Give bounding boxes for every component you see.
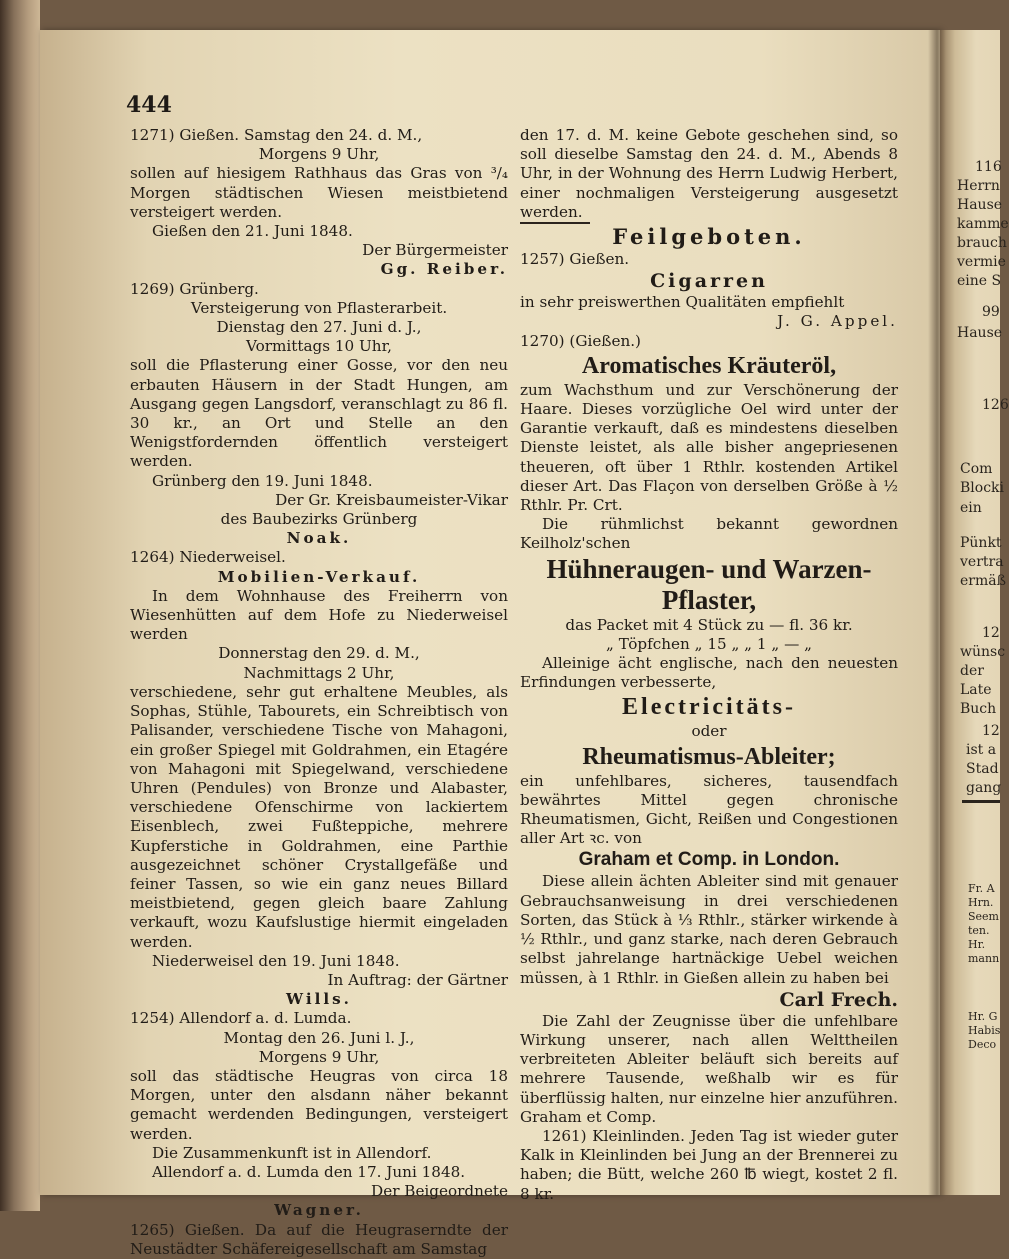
text-line: sollen auf hiesigem Rathhaus das Gras von ³/₄ Morgen städtischen Wiesen meistbietend versteigert werden. <box>130 164 508 221</box>
np-fragment: ten. <box>968 924 990 937</box>
text-line: „ Töpfchen „ 15 „ „ 1 „ — „ <box>606 634 812 653</box>
text-line: Graham et Comp. in London. <box>578 849 840 871</box>
text-line: in sehr preiswerthen Qualitäten empfiehlt <box>520 293 845 312</box>
text-line: Mobilien-Verkauf. <box>217 567 421 586</box>
text-line: Wills. <box>286 990 352 1009</box>
np-fragment: Late <box>960 682 992 698</box>
text-line: verschiedene, sehr gut erhaltene Meubles, als Sophas, Stühle, Tabourets, ein Schreibtisch von Palisander, verschiedene Tische von Mahagoni, ein großer Spiegel mit Goldrahmen, ein Etagére von Mahagoni mit Spiegelwand, verschiedene Uhren (Pendules) von Bronze und Alabaster, verschiedene Ofenschirme von lackiertem Eisenblech, zwei Fußteppiche, mehrere Kupferstiche in Goldrahmen, eine Parthie ausgezeichnet schöner Crystallgefäße und feiner Tassen, so wie ein ganz neues Billard meistbietend, gegen gleich baare Zahlung verkauft, wozu Kaufslustige hiermit eingeladen werden. <box>130 682 508 951</box>
np-fragment: Habis <box>968 1024 1001 1037</box>
text-line: 1257) Gießen. <box>520 250 630 269</box>
text-line: ein unfehlbares, sicheres, tausendfach bewährtes Mittel gegen chronische Rheumatismen, Gicht, Reißen und Congestionen aller Art ꝛc. von <box>520 771 898 848</box>
np-fragment: 12 <box>982 625 1000 641</box>
np-fragment: brauch <box>957 235 1007 251</box>
np-fragment: Fr. A <box>968 882 995 895</box>
text-line: In Auftrag: der Gärtner <box>327 970 508 989</box>
text-line: Die Zusammenkunft ist in Allendorf. <box>152 1143 432 1162</box>
np-fragment: Blocki <box>960 480 1004 496</box>
text-line: Morgens 9 Uhr, <box>258 1047 380 1066</box>
np-fragment: Seem <box>968 910 999 923</box>
text-line: Die rühmlichst bekannt gewordnen Keilholz'schen <box>520 515 898 553</box>
np-fragment: Hr. <box>968 938 986 951</box>
text-line: Carl Frech. <box>779 988 898 1011</box>
text-line: Dienstag den 27. Juni d. J., <box>216 318 422 337</box>
np-fragment: eine S <box>957 273 1002 289</box>
left-column <box>130 126 508 1259</box>
text-line: 1265) Gießen. Da auf die Heugraserndte der Neustädter Schäfereigesellschaft am Samstag <box>130 1220 508 1258</box>
text-line: Pflaster, <box>661 584 757 615</box>
np-fragment: 12 <box>982 723 1000 739</box>
np-fragment: ist a <box>966 742 997 758</box>
np-fragment: vermie <box>957 254 1006 270</box>
text-line: das Packet mit 4 Stück zu — fl. 36 kr. <box>565 615 853 634</box>
text-line: Noak. <box>286 529 352 548</box>
page-number: 444 <box>126 92 172 118</box>
np-fragment: der <box>960 663 984 679</box>
text-line: 1271) Gießen. Samstag den 24. d. M., <box>130 126 423 144</box>
text-line: Morgens 9 Uhr, <box>258 145 380 164</box>
text-line: Vormittags 10 Uhr, <box>246 337 392 356</box>
text-line: soll die Pflasterung einer Gosse, vor den neu erbauten Häusern in der Stadt Hungen, am Ausgang gegen Langsdorf, veranschlagt zu 86 fl. 30 kr., an Ort und Stelle an den Wenigstfordernden öffentlich versteigert werden. <box>130 356 508 471</box>
text-line: soll das städtische Heugras von circa 18 Morgen, unter den alsdann näher bekannt gemacht werdenden Bedingungen, versteigert werden. <box>130 1066 508 1143</box>
np-fragment: 116 <box>975 159 1002 175</box>
np-fragment: Hr. G <box>968 1010 998 1023</box>
np-fragment: vertra <box>960 554 1004 570</box>
text-line: oder <box>691 722 727 741</box>
text-line: 1254) Allendorf a. d. Lumda. <box>130 1009 352 1028</box>
text-line: Allendorf a. d. Lumda den 17. Juni 1848. <box>152 1162 466 1181</box>
np-fragment: mann <box>968 952 1000 965</box>
text-line: In dem Wohnhause des Freiherrn von Wiesenhütten auf dem Hofe zu Niederweisel werden <box>130 586 508 644</box>
text-line: Feilgeboten. <box>612 224 806 250</box>
text-line: Grünberg den 19. Juni 1848. <box>152 471 373 490</box>
text-line: Der Bürgermeister <box>362 241 508 260</box>
text-line: des Baubezirks Grünberg <box>220 510 418 529</box>
text-line: Niederweisel den 19. Juni 1848. <box>152 951 400 970</box>
text-line: Hühneraugen- und Warzen- <box>546 553 872 584</box>
np-fragment: ein <box>960 500 982 516</box>
page-gutter <box>928 30 946 1195</box>
text-line: Die Zahl der Zeugnisse über die unfehlbare Wirkung unserer, nach allen Welttheilen verbreiteten Ableiter beläuft sich bereits auf mehrere Tausende, weßhalb wir es für überflüssig halten, nur einzelne hier anzuführen. Graham et Comp. <box>520 1011 898 1126</box>
np-fragment: Deco <box>968 1038 997 1051</box>
np-fragment: Buch <box>960 701 997 717</box>
text-line: Alleinige ächt englische, nach den neuesten Erfindungen verbesserte, <box>520 654 898 692</box>
text-line: Der Gr. Kreisbaumeister-Vikar <box>275 490 508 509</box>
text-line: Gießen den 21. Juni 1848. <box>152 222 353 241</box>
text-line: Aromatisches Kräuteröl, <box>581 352 837 379</box>
text-line: J. G. Appel. <box>777 312 898 331</box>
text-line: den 17. d. M. keine Gebote geschehen sind, so soll dieselbe Samstag den 24. d. M., Abends 8 Uhr, in der Wohnung des Herrn Ludwig Herbert, einer nochmaligen Versteigerung ausgesetzt werden. <box>520 126 898 221</box>
text-line: zum Wachsthum und zur Verschönerung der Haare. Dieses vorzügliche Oel wird unter der Garantie verkauft, daß es mindestens dieselben Dienste leistet, als alle bisher angepriesenen theueren, oft über 1 Rthlr. kostenden Artikel dieser Art. Das Flaçon von derselben Größe à ½ Rthlr. Pr. Crt. <box>520 380 898 515</box>
text-line: Electricitäts- <box>622 694 796 721</box>
np-fragment: Com <box>960 461 993 477</box>
np-fragment: 99 <box>982 304 1000 320</box>
text-line: 1264) Niederweisel. <box>130 548 286 567</box>
np-fragment: gang <box>966 780 1002 796</box>
text-line: Der Beigeordnete <box>371 1182 508 1201</box>
np-fragment: Pünkt <box>960 535 1002 551</box>
np-fragment: Stad <box>966 761 999 777</box>
text-line: Gg. Reiber. <box>380 260 508 279</box>
text-line: Donnerstag den 29. d. M., <box>218 644 420 663</box>
text-line: Versteigerung von Pflasterarbeit. <box>190 298 448 317</box>
np-fragment: Hrn. <box>968 896 994 909</box>
np-fragment: ermäß <box>960 573 1006 589</box>
text-line: 1261) Kleinlinden. Jeden Tag ist wieder guter Kalk in Kleinlinden bei Jung an der Brennerei zu haben; die Bütt, welche 260 ℔ wiegt, kostet 2 fl. 8 kr. <box>520 1126 898 1203</box>
text-line: Montag den 26. Juni l. J., <box>223 1028 415 1047</box>
right-column <box>520 126 898 1204</box>
book-edge <box>0 0 40 1211</box>
np-fragment: wünsc <box>960 644 1006 660</box>
text-line: Rheumatismus-Ableiter; <box>582 743 836 770</box>
text-line: Diese allein ächten Ableiter sind mit genauer Gebrauchsanweisung in drei verschiedenen Sorten, das Stück à ⅓ Rthlr., stärker wirkende à ½ Rthlr., und ganz starke, nach deren Gebrauch selbst jahrelange hartnäckige Uebel weichen müssen, à 1 Rthlr. in Gießen allein zu haben bei <box>520 872 898 987</box>
text-line: 1270) (Gießen.) <box>520 331 641 350</box>
text-line: Cigarren <box>650 270 768 293</box>
text-line: Nachmittags 2 Uhr, <box>243 663 395 682</box>
np-rule <box>962 800 1000 803</box>
np-fragment: kamme <box>957 216 1009 232</box>
np-fragment: Herrn <box>957 178 1000 194</box>
text-line: Wagner. <box>274 1201 364 1220</box>
np-fragment: 126 <box>982 397 1009 413</box>
np-fragment: Hause <box>957 325 1003 341</box>
np-fragment: Hause <box>957 197 1003 213</box>
text-line: 1269) Grünberg. <box>130 279 259 298</box>
